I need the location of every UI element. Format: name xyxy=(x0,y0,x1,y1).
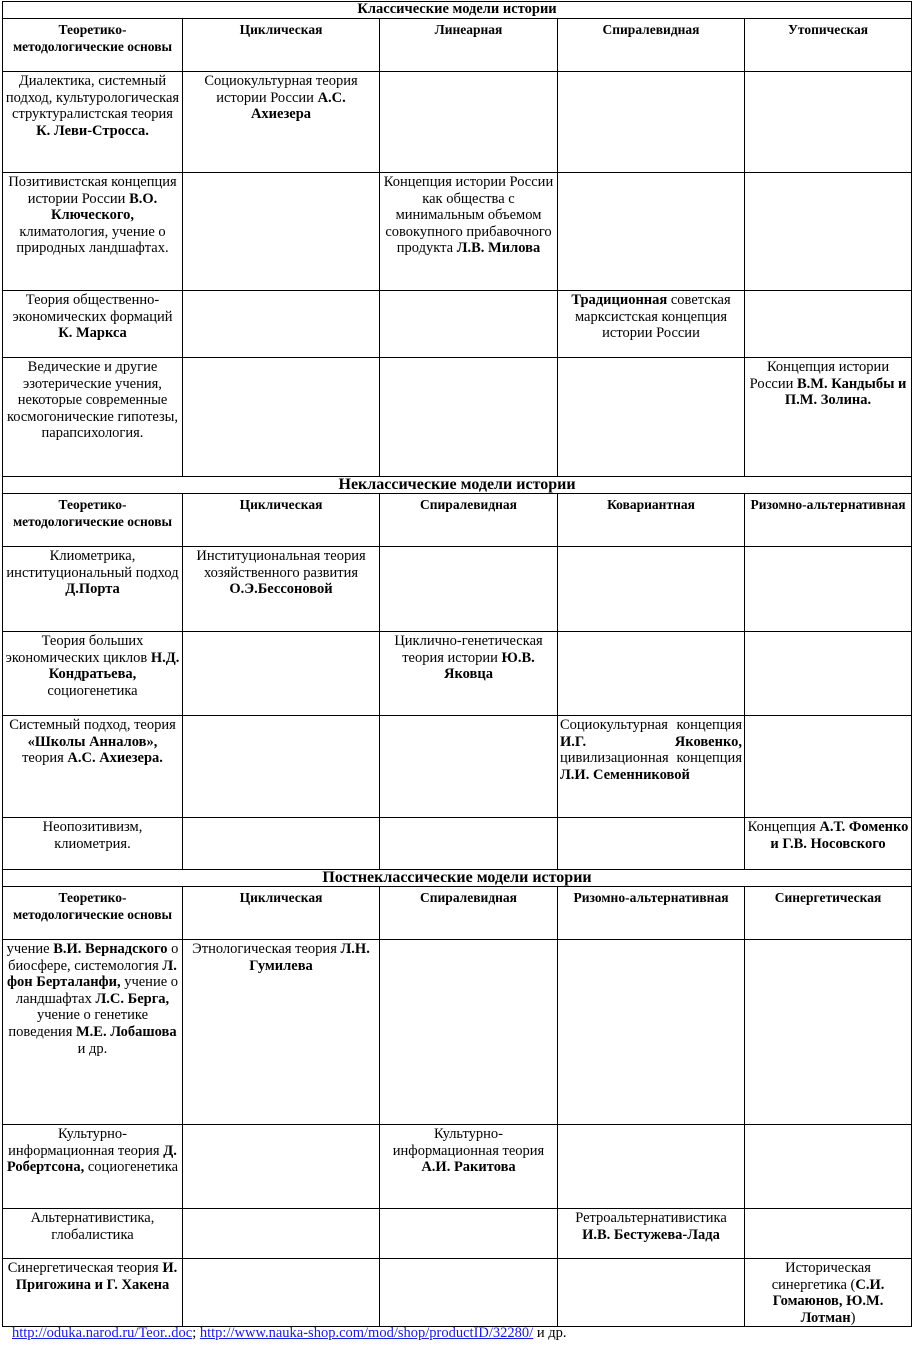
cell-text: В.И. Вернадского xyxy=(53,941,168,957)
cell-text: В.О. Ключеского, xyxy=(51,190,158,224)
cell-text: Л.Н. Гумилева xyxy=(249,941,370,974)
model-cell xyxy=(745,547,912,632)
model-cell xyxy=(558,547,745,632)
cell-text: А.Т. Фоменко и Г.В. Носовского xyxy=(770,819,909,852)
model-cell xyxy=(380,632,558,716)
table-row xyxy=(3,1125,912,1209)
table-row xyxy=(3,716,912,818)
model-cell xyxy=(745,1209,912,1259)
model-cell xyxy=(558,72,745,173)
cell-text: «Школы Анналов», xyxy=(27,733,158,750)
cell-text: Позитивистская концепция истории России xyxy=(8,174,177,207)
column-header-row xyxy=(3,494,912,547)
section-title-postnonclassical: Постнеклассические модели истории xyxy=(3,870,912,887)
model-cell xyxy=(183,940,380,1125)
model-cell xyxy=(380,173,558,291)
model-cell xyxy=(745,632,912,716)
table-row xyxy=(3,818,912,870)
column-header: Циклическая xyxy=(183,887,380,940)
model-cell xyxy=(745,358,912,477)
cell-text: Теория общественно-экономических формаций xyxy=(12,292,173,325)
column-header: Ковариантная xyxy=(558,494,745,547)
basis-cell xyxy=(3,818,183,870)
model-cell xyxy=(183,818,380,870)
model-cell xyxy=(183,716,380,818)
model-cell xyxy=(380,1259,558,1327)
cell-text: А.С. Ахиезера xyxy=(250,89,346,123)
footer-tail: и др. xyxy=(533,1325,567,1341)
section-title-row xyxy=(3,477,912,494)
model-cell xyxy=(380,1209,558,1259)
cell-text: о биосфере, системология xyxy=(8,941,179,974)
column-header-row xyxy=(3,19,912,72)
cell-text: Системный подход, теория xyxy=(9,717,176,733)
section-title-row xyxy=(3,2,912,19)
model-cell xyxy=(745,291,912,358)
cell-text: Д. Робертсона, xyxy=(6,1142,177,1176)
cell-text: Л. фон Берталанфи, xyxy=(6,957,177,991)
model-cell xyxy=(745,173,912,291)
source-link-2[interactable]: http://www.nauka-shop.com/mod/shop/productID/32280/ xyxy=(199,1325,534,1341)
column-header: Спиралевидная xyxy=(558,19,745,72)
basis-cell xyxy=(3,1259,183,1327)
table-row xyxy=(3,632,912,716)
model-cell xyxy=(380,291,558,358)
cell-text: Ю.В. Яковца xyxy=(444,649,535,683)
model-cell xyxy=(183,173,380,291)
basis-cell xyxy=(3,72,183,173)
model-cell xyxy=(558,818,745,870)
cell-text: ) xyxy=(850,1309,856,1326)
cell-text: Культурно-информационная теория xyxy=(392,1126,545,1159)
cell-text: В.М. Кандыбы и П.М. Золина. xyxy=(784,375,907,409)
model-cell xyxy=(745,1259,912,1327)
model-cell xyxy=(558,632,745,716)
model-cell xyxy=(558,1125,745,1209)
cell-text: Синергетическая теория xyxy=(7,1260,163,1276)
cell-text: учение о ландшафтах xyxy=(15,974,179,1007)
cell-text: Концепция истории России xyxy=(749,359,890,392)
column-header: Спиралевидная xyxy=(380,494,558,547)
cell-text: О.Э.Бессоновой xyxy=(229,581,333,598)
model-cell xyxy=(183,291,380,358)
cell-text: социогенетика xyxy=(47,682,138,699)
cell-text: М.Е. Лобашова xyxy=(76,1023,177,1040)
model-cell xyxy=(380,72,558,173)
model-cell xyxy=(380,940,558,1125)
model-cell xyxy=(183,632,380,716)
cell-text: Ретроальтернативистика xyxy=(575,1210,727,1226)
column-header: Синергетическая xyxy=(745,887,912,940)
column-header: Линеарная xyxy=(380,19,558,72)
model-cell xyxy=(558,358,745,477)
cell-text: Л.С. Берга, xyxy=(95,990,170,1007)
model-cell xyxy=(183,1125,380,1209)
cell-text: и др. xyxy=(77,1040,108,1057)
cell-text: цивилизационная концепция xyxy=(560,750,742,767)
table-row xyxy=(3,1259,912,1327)
cell-text: Концепция xyxy=(747,819,820,835)
model-cell xyxy=(183,1209,380,1259)
column-header: Циклическая xyxy=(183,19,380,72)
column-header: Циклическая xyxy=(183,494,380,547)
cell-text: Этнологическая теория xyxy=(192,941,341,957)
model-cell xyxy=(183,358,380,477)
model-cell xyxy=(745,72,912,173)
cell-text: С.И. Гомаюнов, Ю.М. Лотман xyxy=(772,1276,885,1326)
source-link-1[interactable]: http://oduka.narod.ru/Teor..doc xyxy=(12,1325,193,1341)
cell-text: Традиционная xyxy=(571,292,668,308)
table-row xyxy=(3,72,912,173)
sources-footer xyxy=(12,1325,566,1342)
cell-text: Социокультурная концепция xyxy=(560,717,742,733)
model-cell xyxy=(558,940,745,1125)
cell-text: Теория больших экономических циклов xyxy=(5,633,151,666)
basis-cell xyxy=(3,291,183,358)
model-cell xyxy=(745,1125,912,1209)
column-header-row xyxy=(3,887,912,940)
basis-cell xyxy=(3,173,183,291)
column-header: Утопическая xyxy=(745,19,912,72)
model-cell xyxy=(183,1259,380,1327)
model-cell xyxy=(558,173,745,291)
section-title-classical: Классические модели истории xyxy=(3,2,912,19)
model-cell xyxy=(183,547,380,632)
table-row xyxy=(3,940,912,1125)
basis-cell xyxy=(3,358,183,477)
cell-text: Историческая синергетика ( xyxy=(771,1260,871,1293)
section-title-nonclassical: Неклассические модели истории xyxy=(3,477,912,494)
cell-text: Клиометрика, институциональный подход xyxy=(6,548,179,581)
basis-cell xyxy=(3,632,183,716)
table-row xyxy=(3,547,912,632)
table-row xyxy=(3,291,912,358)
cell-text: А.С. Ахиезера. xyxy=(67,750,163,767)
model-cell xyxy=(380,358,558,477)
cell-text: К. Маркса xyxy=(58,325,127,342)
cell-text: Диалектика, системный подход, культурологическая структуралистская теория xyxy=(5,73,180,123)
cell-text: Социокультурная теория истории России xyxy=(204,73,358,106)
column-header: Теоретико-методологические основы xyxy=(3,887,183,940)
basis-cell xyxy=(3,940,183,1125)
cell-text: Д.Порта xyxy=(65,581,120,598)
cell-text: Культурно-информационная теория xyxy=(8,1126,164,1159)
cell-text: учение о генетике поведения xyxy=(8,1007,149,1040)
cell-text: И. Пригожина и Г. Хакена xyxy=(15,1260,178,1293)
separator: ; xyxy=(192,1325,200,1341)
cell-text: Циклично-генетическая теория истории xyxy=(394,633,543,666)
cell-text: К. Леви-Стросса. xyxy=(36,122,149,139)
table-row xyxy=(3,173,912,291)
cell-text: Неопозитивизм, клиометрия. xyxy=(42,819,143,852)
cell-text: Ведические и другие эзотерические учения, некоторые современные космогонические гипотезы, парапсихология. xyxy=(6,359,179,442)
basis-cell xyxy=(3,547,183,632)
model-cell xyxy=(558,1209,745,1259)
history-models-table xyxy=(2,1,912,1327)
model-cell xyxy=(558,716,745,818)
column-header: Ризомно-альтернативная xyxy=(558,887,745,940)
cell-text: А.И. Ракитова xyxy=(421,1159,516,1176)
table-row xyxy=(3,1209,912,1259)
cell-text: Л.В. Милова xyxy=(456,240,541,257)
column-header: Спиралевидная xyxy=(380,887,558,940)
column-header: Теоретико-методологические основы xyxy=(3,494,183,547)
model-cell xyxy=(183,72,380,173)
model-cell xyxy=(745,818,912,870)
cell-text: Альтернативистика, глобалистика xyxy=(30,1210,155,1243)
table-row xyxy=(3,358,912,477)
model-cell xyxy=(558,1259,745,1327)
cell-text: Л.И. Семенниковой xyxy=(560,766,690,783)
cell-text: И.Г. Яковенко, xyxy=(560,733,742,750)
model-cell xyxy=(745,940,912,1125)
model-cell xyxy=(380,1125,558,1209)
cell-text: Н.Д. Кондратьева, xyxy=(48,649,180,683)
cell-text: Институциональная теория хозяйственного развития xyxy=(196,548,366,581)
model-cell xyxy=(558,291,745,358)
section-title-row xyxy=(3,870,912,887)
column-header: Теоретико-методологические основы xyxy=(3,19,183,72)
column-header: Ризомно-альтернативная xyxy=(745,494,912,547)
cell-text: советская марксистская концепция истории России xyxy=(574,292,731,342)
basis-cell xyxy=(3,1125,183,1209)
cell-text: учение xyxy=(6,941,54,957)
document xyxy=(2,1,911,1327)
model-cell xyxy=(380,818,558,870)
model-cell xyxy=(380,716,558,818)
basis-cell xyxy=(3,716,183,818)
cell-text: социогенетика xyxy=(84,1159,179,1176)
basis-cell xyxy=(3,1209,183,1259)
cell-text: климатология, учение о природных ландшафтах. xyxy=(16,223,169,257)
model-cell xyxy=(380,547,558,632)
cell-text: теория xyxy=(22,750,68,767)
cell-text: И.В. Бестужева-Лада xyxy=(582,1226,720,1243)
model-cell xyxy=(745,716,912,818)
cell-text: Концепция истории России как общества с минимальным объемом совокупного прибавочного продукта xyxy=(383,174,554,257)
